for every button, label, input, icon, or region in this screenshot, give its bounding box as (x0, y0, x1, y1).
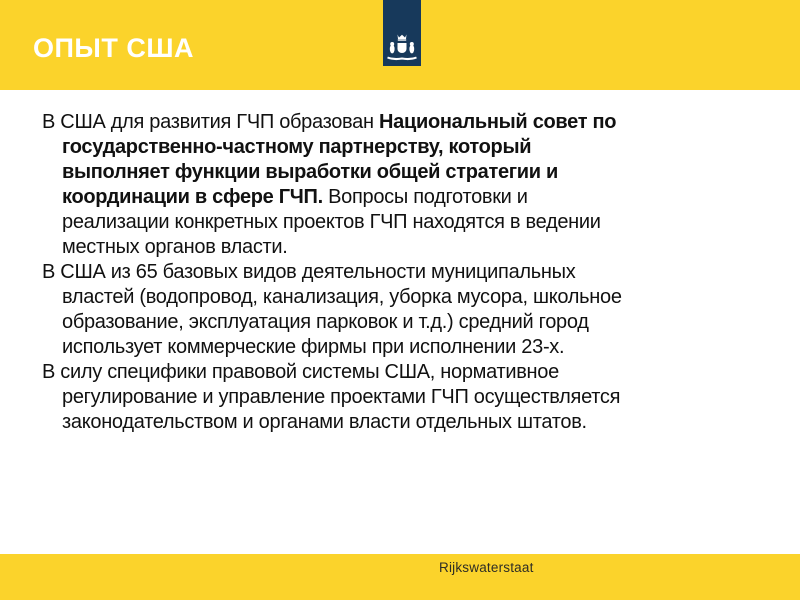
body-text-bold-segment: выполняет функции выработки общей стратегии и (62, 161, 559, 183)
body-line (42, 335, 762, 360)
body-line (42, 310, 762, 335)
body-text-segment: Вопросы подготовки и (322, 186, 528, 208)
body-text-segment: образование, эксплуатация парковок и т.д.) средний город (62, 311, 589, 333)
rijkswaterstaat-logo-block (383, 0, 421, 66)
body-line (42, 360, 762, 385)
body-text (42, 110, 762, 435)
body-text-segment: В США из 65 базовых видов деятельности муниципальных (42, 261, 576, 283)
body-text-segment: реализации конкретных проектов ГЧП находятся в ведении (62, 211, 601, 233)
body-text-segment: В силу специфики правовой системы США, нормативное (42, 361, 559, 383)
body-text-segment: законодательством и органами власти отдельных штатов. (62, 411, 587, 433)
body-line (42, 185, 762, 210)
body-line (42, 260, 762, 285)
body-line (42, 410, 762, 435)
rijkswaterstaat-wordmark: Rijkswaterstaat (439, 560, 534, 575)
body-text-segment: регулирование и управление проектами ГЧП осуществляется (62, 386, 621, 408)
body-line (42, 385, 762, 410)
body-line (42, 210, 762, 235)
body-text-segment: властей (водопровод, канализация, уборка мусора, школьное (62, 286, 622, 308)
body-text-bold-segment: Национальный совет по (379, 111, 617, 133)
body-line (42, 285, 762, 310)
body-text-bold-segment: координации в сфере ГЧП. (62, 186, 323, 208)
body-line (42, 110, 762, 135)
body-text-bold-segment: государственно-частному партнерству, который (62, 136, 532, 158)
dutch-coat-of-arms-icon (386, 33, 418, 66)
body-line (42, 135, 762, 160)
slide-title: ОПЫТ США (33, 33, 194, 63)
footer-band (0, 554, 800, 600)
body-text-segment: использует коммерческие фирмы при исполнении 23-х. (62, 336, 565, 358)
body-text-segment: В США для развития ГЧП образован (42, 111, 379, 133)
body-line (42, 160, 762, 185)
body-text-segment: местных органов власти. (62, 236, 288, 258)
body-line (42, 235, 762, 260)
